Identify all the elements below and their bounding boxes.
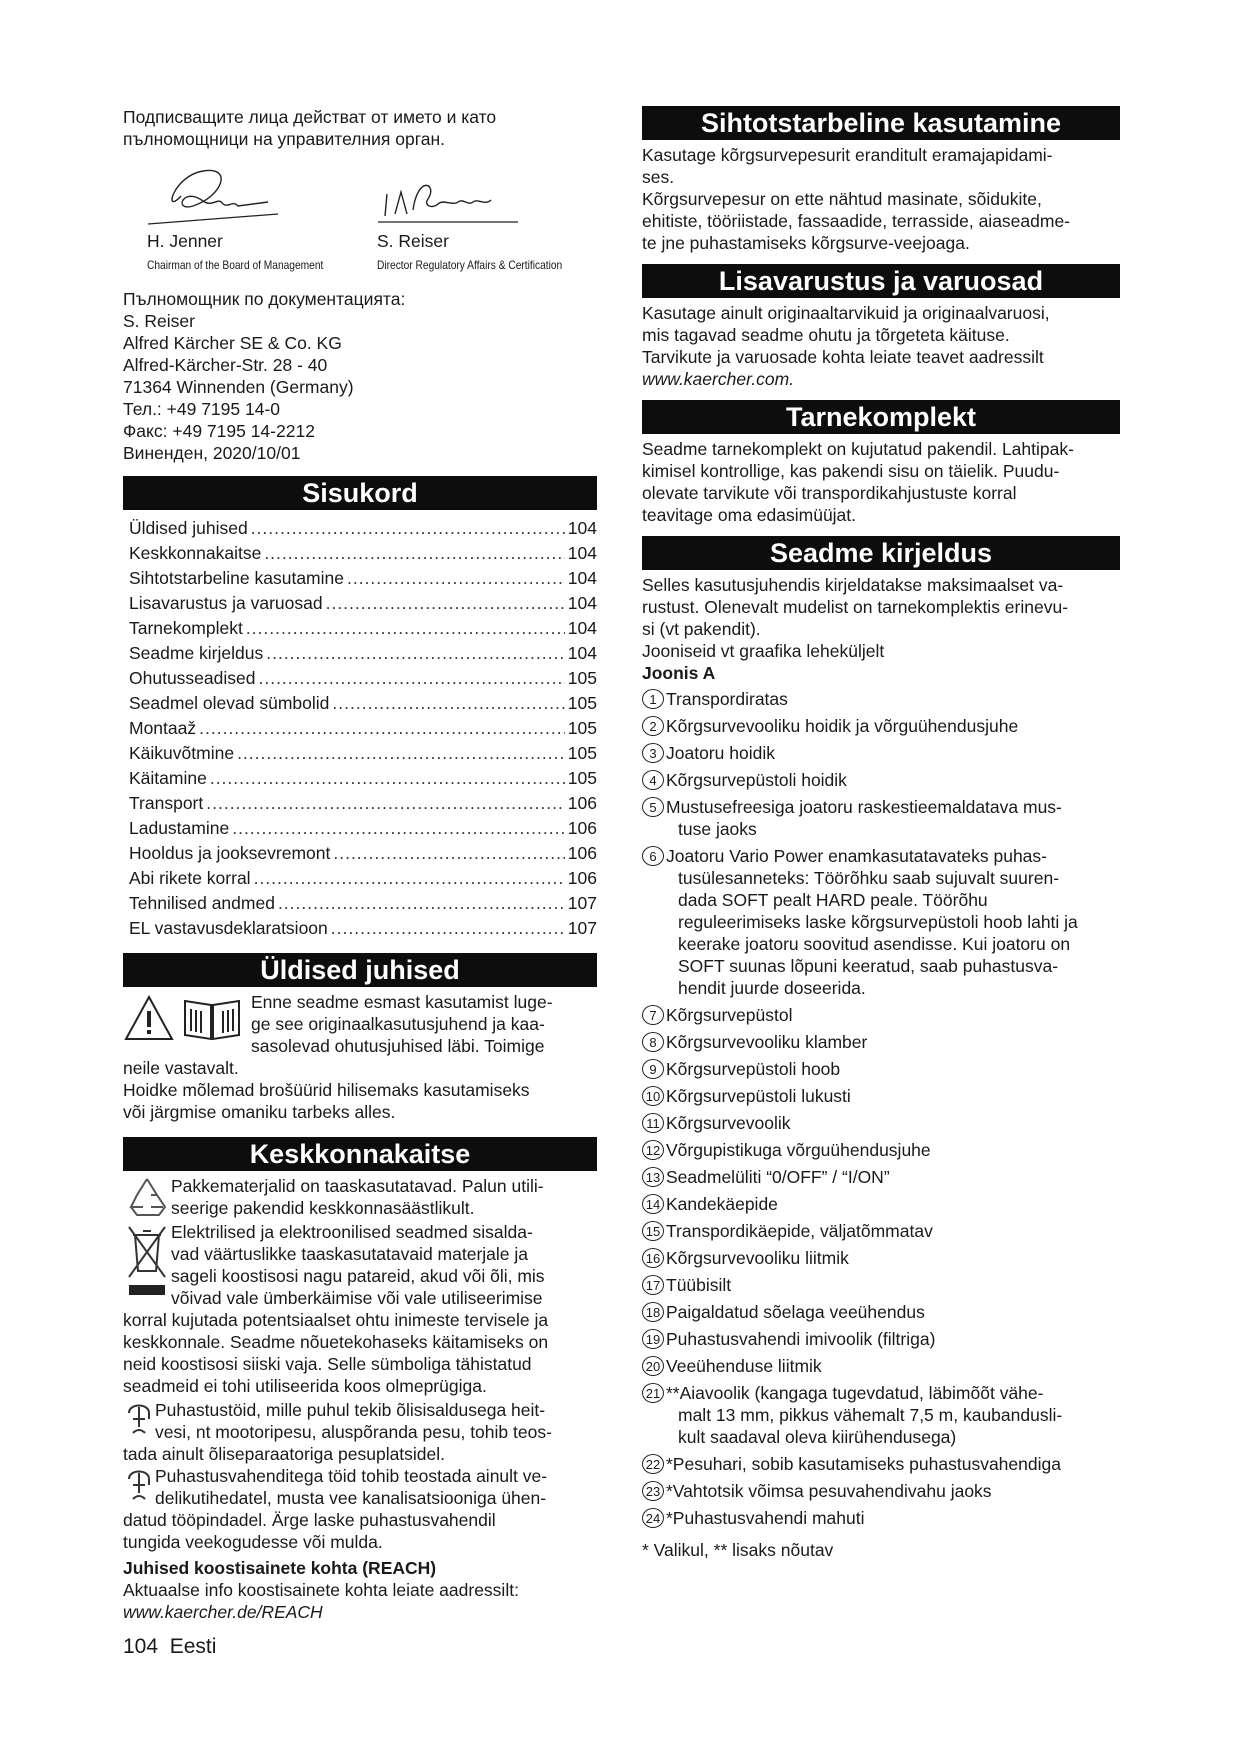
general-text: Hoidke mõlemad brošüürid hilisemaks kasutamiseks <box>123 1080 530 1100</box>
toc-row[interactable] <box>123 591 597 616</box>
item-number: 3 <box>642 743 664 763</box>
item-text: Kõrgsurvevooliku klamber <box>666 1032 868 1052</box>
item-text: **Aiavoolik (kangaga tugevdatud, läbimõõt vähe- <box>666 1383 1044 1403</box>
toc-row[interactable] <box>123 616 597 641</box>
toc-row[interactable] <box>123 691 597 716</box>
description-text: si (vt pakendit). <box>642 619 761 639</box>
toc-row[interactable] <box>123 791 597 816</box>
item-number: 18 <box>642 1302 664 1322</box>
toc-row[interactable] <box>123 816 597 841</box>
item-text: Joatoru Vario Power enamkasutatavateks puhas- <box>666 846 1047 866</box>
description-heading: Seadme kirjeldus <box>642 536 1120 570</box>
toc-label: Üldised juhised <box>129 518 248 538</box>
item-number: 14 <box>642 1194 664 1214</box>
toc-heading: Sisukord <box>123 476 597 510</box>
toc-page: 104 <box>567 543 597 563</box>
description-text: Selles kasutusjuhendis kirjeldatakse maksimaalset va- <box>642 575 1064 595</box>
toc-row[interactable] <box>123 766 597 791</box>
table-of-contents <box>123 516 597 941</box>
item-text: keerake joatoru soovitud asendisse. Kui joatoru on <box>678 934 1071 954</box>
toc-label: Käikuvõtmine <box>129 743 235 763</box>
doc-line: 71364 Winnenden (Germany) <box>123 377 354 397</box>
signer-2-name: S. Reiser <box>377 231 449 251</box>
environment-text: seerige pakendid keskkonnasäästlikult. <box>171 1198 475 1218</box>
item-number: 24 <box>642 1508 664 1528</box>
accessories-text: Kasutage ainult originaaltarvikuid ja originaalvaruosi, <box>642 303 1050 323</box>
item-number: 13 <box>642 1167 664 1187</box>
list-item <box>642 1274 1120 1296</box>
page-footer <box>123 1635 216 1659</box>
doc-representative <box>123 288 597 464</box>
list-item <box>642 1085 1120 1107</box>
toc-row[interactable] <box>123 566 597 591</box>
item-number: 1 <box>642 689 664 709</box>
list-item <box>642 1058 1120 1080</box>
item-text: Joatoru hoidik <box>666 743 775 763</box>
environment-text: datud tööpindadel. Ärge laske puhastusvahendil <box>123 1510 496 1530</box>
list-item <box>642 1139 1120 1161</box>
weee-row <box>123 1221 597 1309</box>
toc-label: Seadmel olevad sümbolid <box>129 693 330 713</box>
item-number: 9 <box>642 1059 664 1079</box>
environment-text: vad väärtuslikke taaskasutatavaid materjale ja <box>171 1244 528 1264</box>
environment-text: sageli koostisosi nagu patareid, akud või õli, mis <box>171 1266 545 1286</box>
item-number: 8 <box>642 1032 664 1052</box>
reach-heading: Juhised koostisainete kohta (REACH) <box>123 1558 437 1578</box>
item-text: Kõrgsurvepüstoli hoidik <box>666 770 847 790</box>
item-text: SOFT suunas lõpuni keeratud, saab puhastusva- <box>678 956 1059 976</box>
toc-page: 104 <box>567 618 597 638</box>
item-text: Veeühenduse liitmik <box>666 1356 822 1376</box>
doc-line: Виненден, 2020/10/01 <box>123 443 301 463</box>
environment-text: seadmeid ei tohi utiliseerida koos olmeprügiga. <box>123 1376 487 1396</box>
scope-heading: Tarnekomplekt <box>642 400 1120 434</box>
item-number: 10 <box>642 1086 664 1106</box>
scope-text: teavitage oma edasimüüjat. <box>642 505 857 525</box>
description-text: Jooniseid vt graafika leheküljelt <box>642 641 885 661</box>
intended-text: ses. <box>642 167 675 187</box>
accessories-text: Tarvikute ja varuosade kohta leiate teavet aadressilt <box>642 347 1044 367</box>
doc-line: Alfred Kärcher SE & Co. KG <box>123 333 342 353</box>
manual-book-icon <box>181 993 243 1043</box>
scope-text: kimisel kontrollige, kas pakendi sisu on täielik. Puudu- <box>642 461 1060 481</box>
list-item <box>642 1166 1120 1188</box>
item-text: *Puhastusvahendi mahuti <box>666 1508 865 1528</box>
toc-row[interactable] <box>123 641 597 666</box>
signer-1-name: H. Jenner <box>147 231 223 251</box>
item-number: 17 <box>642 1275 664 1295</box>
intended-text: Kõrgsurvepesur on ette nähtud masinate, sõidukite, <box>642 189 1042 209</box>
environment-text: Puhastustöid, mille puhul tekib õlisisaldusega heit- <box>155 1400 546 1420</box>
toc-row[interactable] <box>123 541 597 566</box>
item-text: Kõrgsurvepüstoli hoob <box>666 1059 841 1079</box>
environment-text: vesi, nt mootoripesu, aluspõranda pesu, tohib teos- <box>155 1422 552 1442</box>
doc-line: S. Reiser <box>123 311 195 331</box>
item-number: 23 <box>642 1481 664 1501</box>
item-number: 20 <box>642 1356 664 1376</box>
toc-page: 107 <box>567 893 597 913</box>
general-text: sasolevad ohutusjuhised läbi. Toimige <box>251 1036 545 1056</box>
footnote: * Valikul, ** lisaks nõutav <box>642 1540 834 1560</box>
item-number: 15 <box>642 1221 664 1241</box>
item-text: Seadmelüliti “0/OFF” / “I/ON” <box>666 1167 890 1187</box>
item-text: Kandekäepide <box>666 1194 778 1214</box>
item-number: 11 <box>642 1113 664 1133</box>
doc-line: Тел.: +49 7195 14-0 <box>123 399 281 419</box>
warning-icon <box>123 993 175 1043</box>
environment-heading: Keskkonnakaitse <box>123 1137 597 1171</box>
item-number: 16 <box>642 1248 664 1268</box>
list-item <box>642 715 1120 737</box>
toc-label: Ladustamine <box>129 818 230 838</box>
doc-line: Факс: +49 7195 14-2212 <box>123 421 315 441</box>
doc-line: Пълномощник по документацията: <box>123 289 406 309</box>
reach-link[interactable]: www.kaercher.de/REACH <box>123 1602 323 1622</box>
item-text: Kõrgsurvepüstol <box>666 1005 793 1025</box>
toc-label: Tarnekomplekt <box>129 618 243 638</box>
environment-text: delikutihedatel, musta vee kanalisatsiooniga ühen- <box>155 1488 547 1508</box>
scope-text: olevate tarvikute või transpordikahjustuste korral <box>642 483 1017 503</box>
item-text: Mustusefreesiga joatoru raskestieemaldatava mus- <box>666 797 1062 817</box>
detergent-row <box>123 1465 597 1509</box>
item-number: 6 <box>642 846 664 866</box>
item-text: Puhastusvahendi imivoolik (filtriga) <box>666 1329 936 1349</box>
list-item <box>642 1301 1120 1323</box>
toc-page: 104 <box>567 568 597 588</box>
environment-text: võivad vale ümberkäimise või vale utiliseerimise <box>171 1288 543 1308</box>
item-text: Tüübisilt <box>666 1275 732 1295</box>
environment-text: Pakkematerjalid on taaskasutatavad. Palun utili- <box>171 1176 544 1196</box>
item-text: Kõrgsurvevoolik <box>666 1113 791 1133</box>
toc-label: Ohutusseadised <box>129 668 256 688</box>
toc-row[interactable] <box>123 841 597 866</box>
toc-label: Hooldus ja jooksevremont <box>129 843 331 863</box>
item-text: *Vahtotsik võimsa pesuvahendivahu jaoks <box>666 1481 992 1501</box>
item-number: 5 <box>642 797 664 817</box>
list-item <box>642 1328 1120 1350</box>
general-section <box>123 991 597 1123</box>
toc-row[interactable] <box>123 516 597 541</box>
item-text: tusülesanneteks: Töörõhku saab sujuvalt suuren- <box>678 868 1060 888</box>
toc-page: 104 <box>567 643 597 663</box>
environment-text: Puhastusvahenditega töid tohib teostada ainult ve- <box>155 1466 548 1486</box>
list-item <box>642 1382 1120 1448</box>
environment-section <box>123 1175 597 1623</box>
toc-page: 106 <box>567 818 597 838</box>
toc-label: Käitamine <box>129 768 207 788</box>
right-column <box>642 106 1120 1561</box>
toc-row[interactable] <box>123 891 597 916</box>
list-item <box>642 1193 1120 1215</box>
item-text: Võrgupistikuga võrguühendusjuhe <box>666 1140 931 1160</box>
item-text: hendit juurde doseerida. <box>678 978 866 998</box>
doc-line: Alfred-Kärcher-Str. 28 - 40 <box>123 355 328 375</box>
environment-text: tada ainult õliseparaatoriga pesuplatsidel. <box>123 1444 446 1464</box>
intended-use-heading: Sihtotstarbeline kasutamine <box>642 106 1120 140</box>
toc-row[interactable] <box>123 741 597 766</box>
list-item <box>642 1453 1120 1475</box>
toc-page: 106 <box>567 793 597 813</box>
item-text: Kõrgsurvevooliku liitmik <box>666 1248 849 1268</box>
toc-page: 105 <box>567 668 597 688</box>
toc-row[interactable] <box>123 866 597 891</box>
toc-label: Transport <box>129 793 204 813</box>
environment-text: neid koostisosi siiski vaja. Selle sümboliga tähistatud <box>123 1354 532 1374</box>
list-item <box>642 1112 1120 1134</box>
list-item <box>642 1004 1120 1026</box>
toc-page: 105 <box>567 693 597 713</box>
item-text: tuse jaoks <box>678 819 757 839</box>
toc-label: Abi rikete korral <box>129 868 251 888</box>
list-item <box>642 796 1120 840</box>
water-tap-icon <box>123 1465 155 1505</box>
toc-row[interactable] <box>123 666 597 691</box>
environment-text: Elektrilised ja elektroonilised seadmed sisalda- <box>171 1222 533 1242</box>
toc-label: Montaaž <box>129 718 197 738</box>
environment-text: tungida veekogudesse või mulda. <box>123 1532 383 1552</box>
item-text: malt 13 mm, pikkus vähemalt 7,5 m, kaubandusli- <box>678 1405 1063 1425</box>
figure-label: Joonis A <box>642 663 716 683</box>
reach-text: Aktuaalse info koostisainete kohta leiate aadressilt: <box>123 1580 519 1600</box>
intro-line-1: Подписващите лица действат от името и като <box>123 107 497 127</box>
crossed-bin-icon <box>123 1221 171 1305</box>
toc-page: 105 <box>567 718 597 738</box>
toc-page: 104 <box>567 518 597 538</box>
signer-2-title: Director Regulatory Affairs & Certification <box>377 258 563 272</box>
general-text: Enne seadme esmast kasutamist luge- <box>251 992 553 1012</box>
intended-text: te jne puhastamiseks kõrgsurve-veejoaga. <box>642 233 970 253</box>
intro-line-2: пълномощници на управителния орган. <box>123 129 445 149</box>
intended-text: Kasutage kõrgsurvepesurit eranditult eramajapidami- <box>642 145 1053 165</box>
list-item <box>642 1220 1120 1242</box>
list-item <box>642 1355 1120 1377</box>
item-text: Transpordikäepide, väljatõmmatav <box>666 1221 933 1241</box>
toc-page: 104 <box>567 593 597 613</box>
item-text: Kõrgsurvevooliku hoidik ja võrguühendusjuhe <box>666 716 1019 736</box>
left-column <box>123 106 597 1623</box>
general-icon-row <box>123 991 597 1057</box>
toc-page: 105 <box>567 743 597 763</box>
oil-row <box>123 1399 597 1443</box>
toc-page: 105 <box>567 768 597 788</box>
accessories-text: mis tagavad seadme ohutu ja tõrgeteta käituse. <box>642 325 1010 345</box>
list-item <box>642 769 1120 791</box>
toc-page: 107 <box>567 918 597 938</box>
item-text: *Pesuhari, sobib kasutamiseks puhastusvahendiga <box>666 1454 1061 1474</box>
toc-label: Tehnilised andmed <box>129 893 275 913</box>
accessories-heading: Lisavarustus ja varuosad <box>642 264 1120 298</box>
list-item <box>642 1480 1120 1502</box>
toc-row[interactable] <box>123 916 597 941</box>
toc-page: 106 <box>567 868 597 888</box>
item-number: 22 <box>642 1454 664 1474</box>
list-item <box>642 1031 1120 1053</box>
toc-label: EL vastavusdeklaratsioon <box>129 918 328 938</box>
water-tap-icon <box>123 1399 155 1439</box>
signature-jenner-image <box>143 156 283 236</box>
signatures <box>123 150 597 280</box>
toc-page: 106 <box>567 843 597 863</box>
recycle-icon <box>123 1175 171 1219</box>
list-item <box>642 845 1120 999</box>
toc-label: Keskkonnakaitse <box>129 543 262 563</box>
recycle-row <box>123 1175 597 1219</box>
list-item <box>642 1247 1120 1269</box>
component-list <box>642 688 1120 1529</box>
item-number: 21 <box>642 1383 664 1403</box>
list-item <box>642 742 1120 764</box>
general-heading: Üldised juhised <box>123 953 597 987</box>
accessories-link[interactable]: www.kaercher.com. <box>642 369 795 389</box>
general-text: neile vastavalt. <box>123 1058 239 1078</box>
intended-text: ehitiste, tööriistade, fassaadide, terrasside, aiaseadme- <box>642 211 1071 231</box>
scope-text: Seadme tarnekomplekt on kujutatud pakendil. Lahtipak- <box>642 439 1074 459</box>
list-item <box>642 688 1120 710</box>
item-text: Paigaldatud sõelaga veeühendus <box>666 1302 925 1322</box>
toc-label: Seadme kirjeldus <box>129 643 264 663</box>
item-text: Kõrgsurvepüstoli lukusti <box>666 1086 851 1106</box>
item-number: 2 <box>642 716 664 736</box>
toc-label: Sihtotstarbeline kasutamine <box>129 568 344 588</box>
item-number: 7 <box>642 1005 664 1025</box>
general-text: või järgmise omaniku tarbeks alles. <box>123 1102 396 1122</box>
environment-text: korral kujutada potentsiaalset ohtu inimeste tervisele ja <box>123 1310 549 1330</box>
environment-text: keskkonnale. Seadme nõuetekohaseks käitamiseks on <box>123 1332 549 1352</box>
item-number: 12 <box>642 1140 664 1160</box>
signer-1-title: Chairman of the Board of Management <box>147 258 324 272</box>
list-item <box>642 1507 1120 1529</box>
item-number: 19 <box>642 1329 664 1349</box>
item-number: 4 <box>642 770 664 790</box>
general-text: ge see originaalkasutusjuhend ja kaa- <box>251 1014 545 1034</box>
toc-row[interactable] <box>123 716 597 741</box>
item-text: kult saadaval oleva kiirühendusega) <box>678 1427 957 1447</box>
language-label: Eesti <box>169 1635 217 1658</box>
signature-reiser-image <box>373 164 523 234</box>
toc-label: Lisavarustus ja varuosad <box>129 593 323 613</box>
item-text: Transpordiratas <box>666 689 788 709</box>
item-text: dada SOFT pealt HARD peale. Töörõhu <box>678 890 988 910</box>
page-number: 104 <box>123 1635 159 1658</box>
item-text: reguleerimiseks laske kõrgsurvepüstoli hoob lahti ja <box>678 912 1078 932</box>
description-text: rustust. Olenevalt mudelist on tarnekomplektis erinevu- <box>642 597 1069 617</box>
